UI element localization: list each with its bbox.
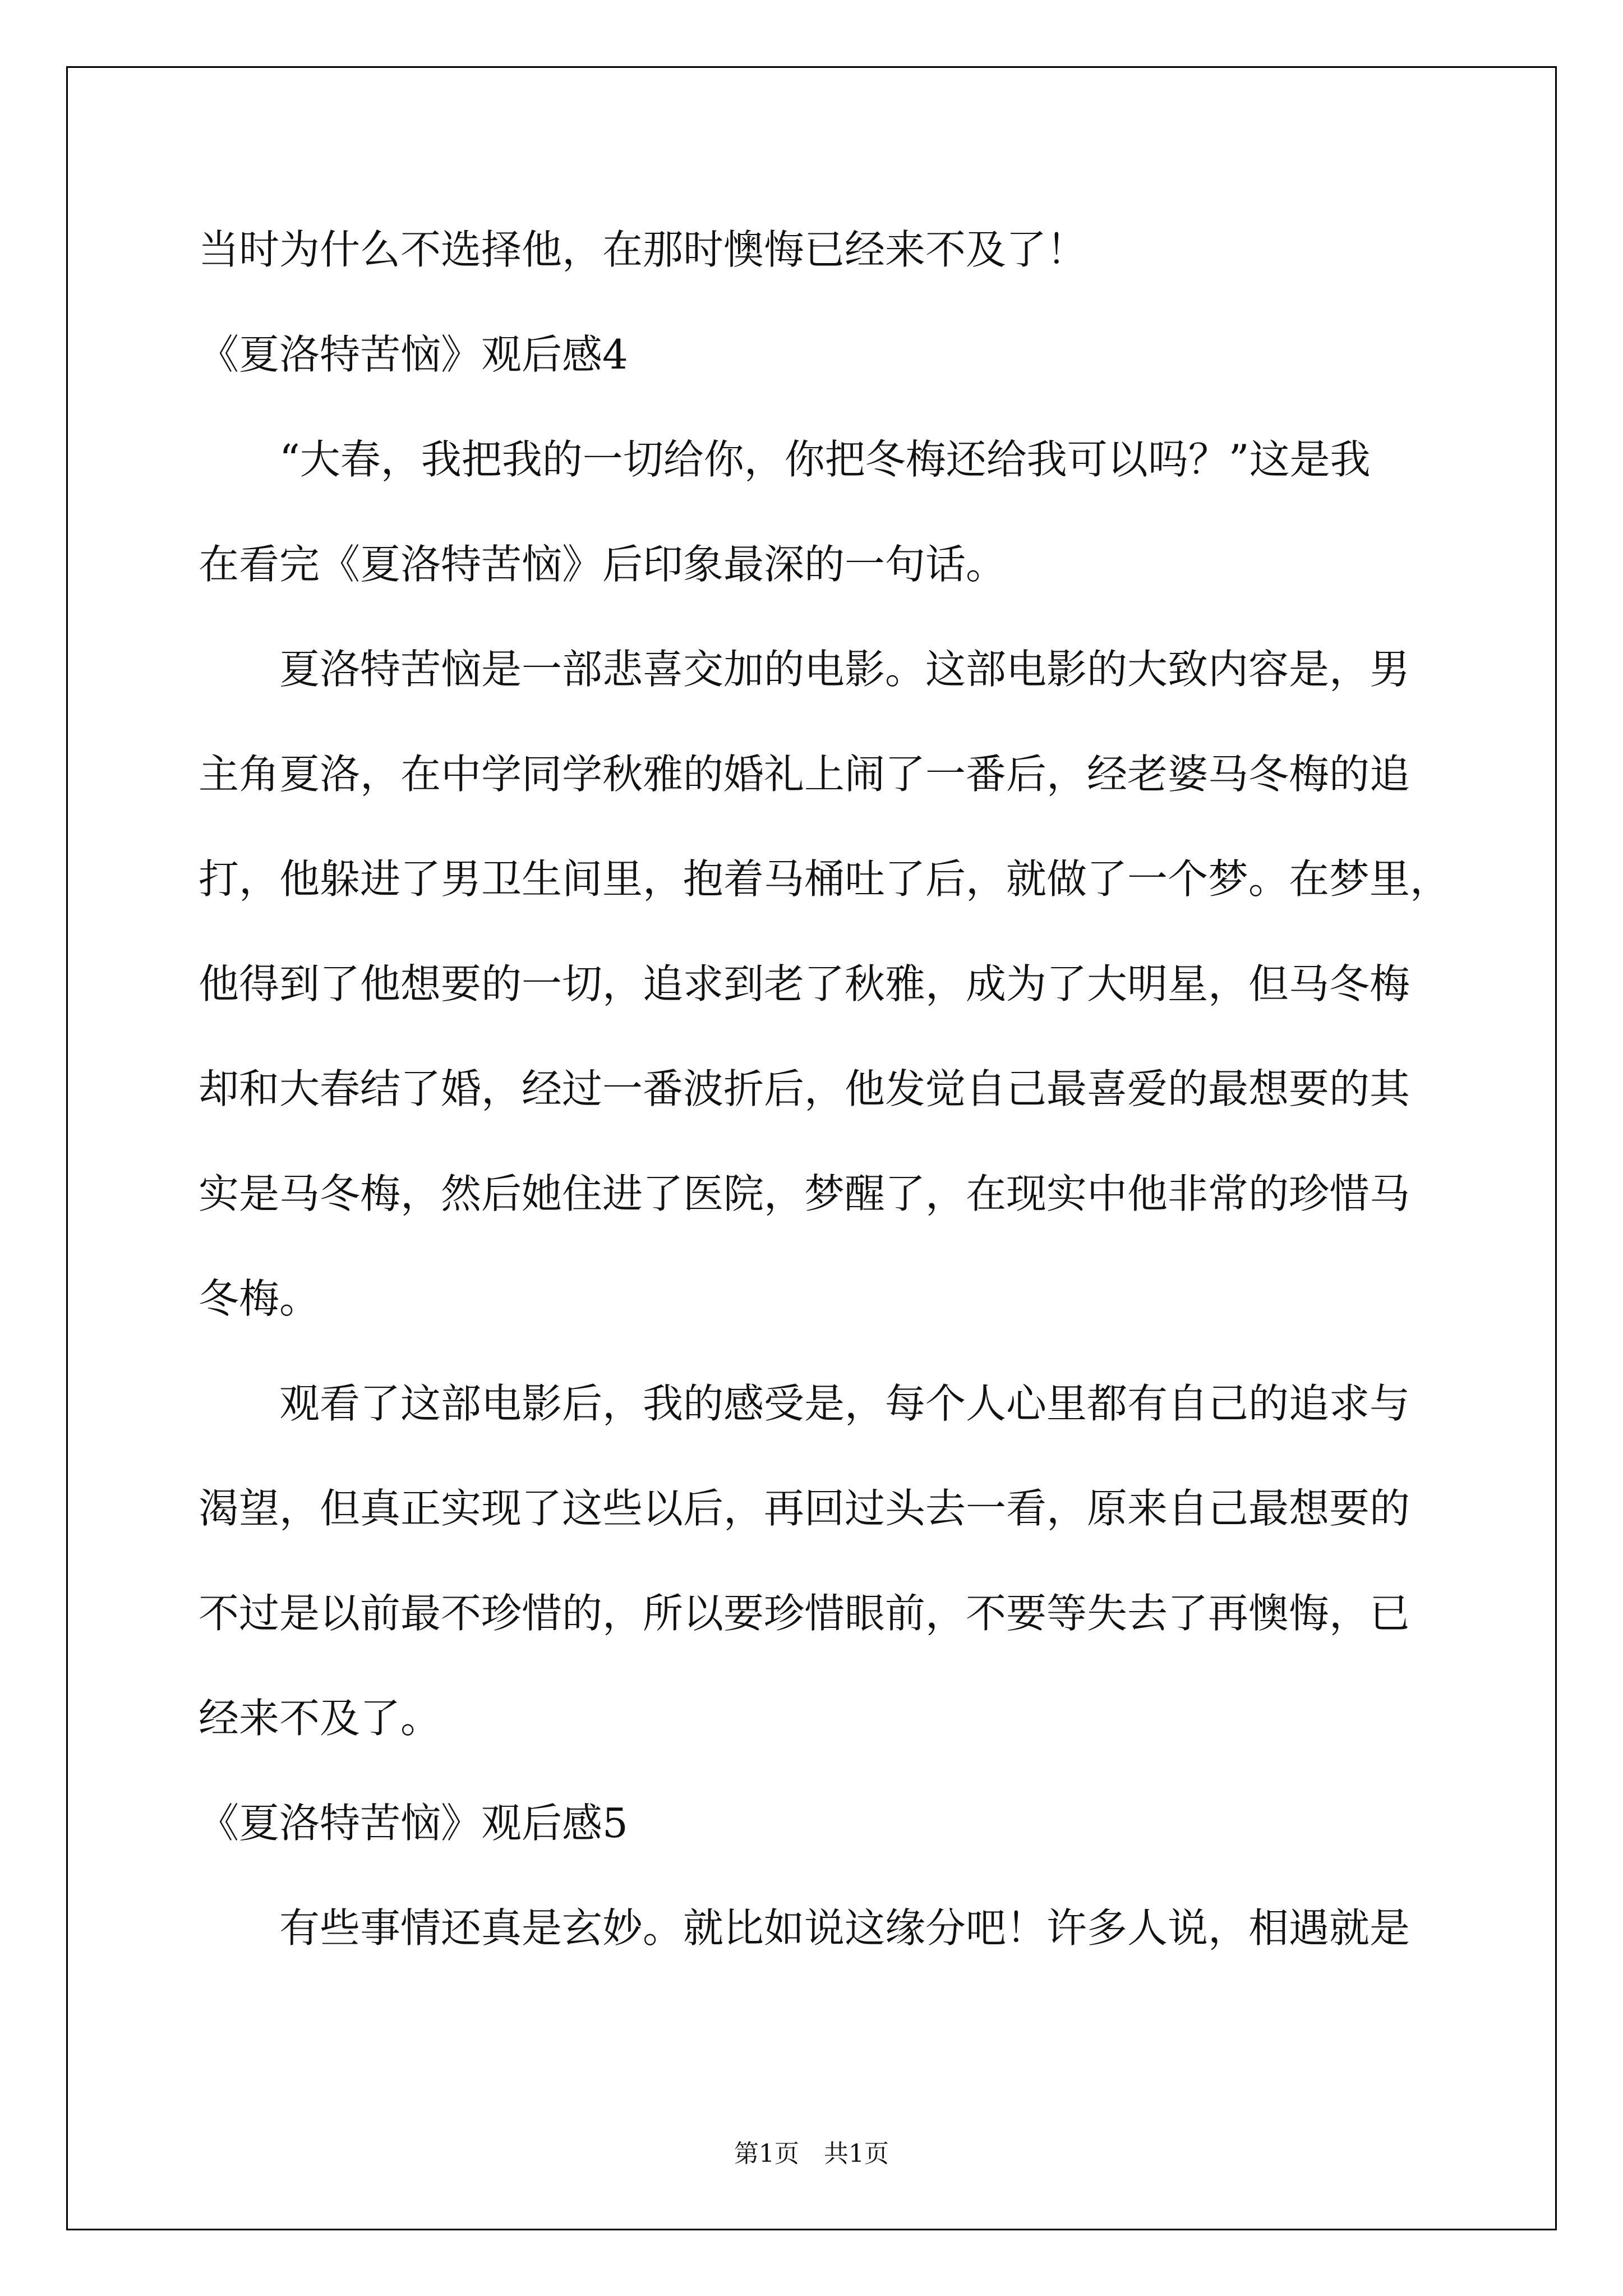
text-line: 观看了这部电影后，我的感受是，每个人心里都有自己的追求与 <box>279 1380 1410 1427</box>
text-line: 不过是以前最不珍惜的，所以要珍惜眼前，不要等失去了再懊悔，已 <box>199 1590 1410 1637</box>
text-line: “大春，我把我的一切给你，你把冬梅还给我可以吗？”这是我 <box>279 436 1371 483</box>
text-line: 渴望，但真正实现了这些以后，再回过头去一看，原来自己最想要的 <box>199 1485 1410 1532</box>
section-heading: 《夏洛特苦恼》观后感5 <box>199 1800 628 1847</box>
text-line: 夏洛特苦恼是一部悲喜交加的电影。这部电影的大致内容是，男 <box>279 646 1410 693</box>
section-heading: 《夏洛特苦恼》观后感4 <box>199 331 628 378</box>
text-line: 在看完《夏洛特苦恼》后印象最深的一句话。 <box>199 541 1007 588</box>
text-line: 冬梅。 <box>199 1275 320 1322</box>
text-line: 当时为什么不选择他，在那时懊悔已经来不及了！ <box>199 226 1087 273</box>
text-line: 经来不及了。 <box>199 1695 441 1742</box>
page-footer: 第1页 共1页 <box>734 2139 889 2168</box>
document-body <box>199 216 1451 1999</box>
text-line: 有些事情还真是玄妙。就比如说这缘分吧！许多人说，相遇就是 <box>279 1904 1410 1952</box>
text-line: 他得到了他想要的一切，追求到老了秋雅，成为了大明星，但马冬梅 <box>199 960 1410 1007</box>
text-line: 打，他躲进了男卫生间里，抱着马桶吐了后，就做了一个梦。在梦里， <box>199 855 1451 903</box>
text-line: 却和大春结了婚，经过一番波折后，他发觉自己最喜爱的最想要的其 <box>199 1065 1410 1112</box>
text-line: 实是马冬梅，然后她住进了医院，梦醒了，在现实中他非常的珍惜马 <box>199 1170 1410 1217</box>
text-line: 主角夏洛，在中学同学秋雅的婚礼上闹了一番后，经老婆马冬梅的追 <box>199 751 1410 798</box>
